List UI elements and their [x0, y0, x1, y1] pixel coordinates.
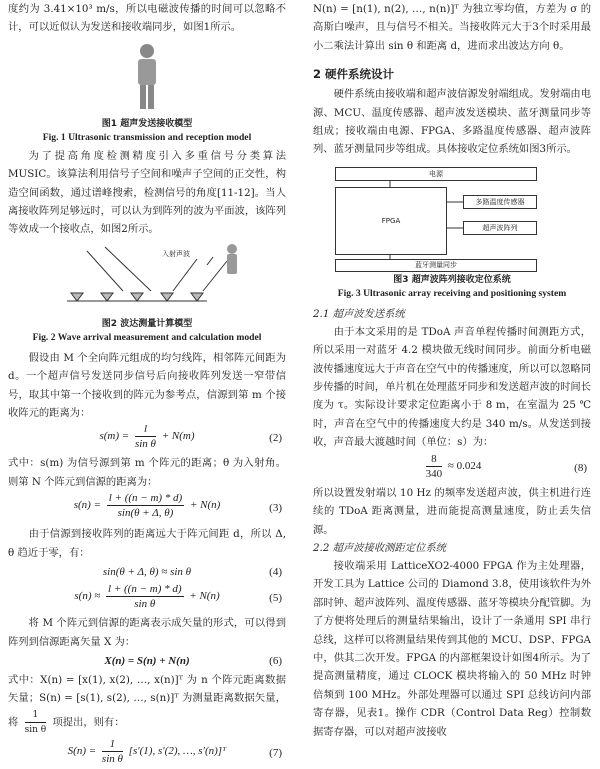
hardware-paragraph: 硬件系统由接收端和超声波信源发射端组成。发射端由电源、MCU、温度传感器、超声波发送模块、蓝牙测量同步等组成；接收端由电源、FPGA、多路温度传感器、超声波阵列、蓝牙测量同步等组成。具体接收定位系统如图3所示。	[313, 88, 592, 156]
vector-definition-paragraph: 式中：X(n) = [x(1), x(2), …, x(n)]ᵀ 为 n 个阵元距离数据矢量；S(n) = [s(1), s(2), …, s(n)]ᵀ 为测量距离数据矢量，将 $\frac{1}{\text{sin θ}}$ 项提出，则有：	[8, 673, 286, 735]
section-2-1-title: 2.1 超声波发送系统	[313, 307, 405, 320]
equation-6: X(n) = S(n) + N(n) (6)	[8, 651, 286, 671]
fig3-caption-en: Fig. 3 Ultrasonic array receiving and positioning system	[337, 287, 567, 299]
eq2-number: (2)	[269, 432, 282, 445]
intro-paragraph: 度约为 3.41×10³ m/s，所以电磁波传播的时间可以忽略不计，可以近似认为发送和接收端同步，如图1所示。	[8, 3, 286, 34]
person-icon	[127, 41, 167, 113]
eq5-number: (5)	[269, 591, 282, 604]
array-paragraph: 假设由 M 个全向阵元组成的均匀线阵，相邻阵元间距为 d。一个超声信号发送同步信号后向接收阵列发送一窄带信号，取其中第一个接收到的阵元为参考点，信源到第 m 个接收阵元的距离为：	[8, 351, 286, 420]
eq4-number: (4)	[269, 566, 282, 579]
left-column	[8, 0, 286, 769]
fig1-caption-en: Fig. 1 Ultrasonic transmission and reception model	[42, 131, 252, 143]
fig1-caption-cn: 图1 超声发送接收模型	[101, 118, 193, 129]
section-2-title: 2 硬件系统设计	[313, 67, 395, 82]
eq2-explanation: 式中：s(m) 为信号源到第 m 个阵元的距离；θ 为入射角。则第 N 个阵元到信源的距离为：	[8, 457, 286, 488]
vector-paragraph: 将 M 个阵元到信源的距离表示成矢量的形式，可以得到阵列到信源距离矢量 X 为：	[8, 617, 286, 648]
equation-3: s(n) = $\frac{l + ((n - m) * d)}{\sin(\theta + \Delta, \theta)}$ + N(n) (3)	[73, 492, 282, 520]
array-block: 超声波阵列	[463, 221, 537, 235]
section-2-2-title: 2.2 超声波接收测距定位系统	[313, 541, 446, 554]
temp-sensor-block: 多路温度传感器	[463, 195, 537, 209]
fpga-block: FPGA	[335, 187, 447, 255]
right-column	[313, 0, 591, 741]
eq7-number: (7)	[269, 746, 282, 759]
music-paragraph: 为了提高角度检测精度引入多重信号分类算法 MUSIC。该算法利用信号子空间和噪声子空间的正交性，构造空间函数，通过谱峰搜索，检测信号的角度[11-12]。当人离接收阵列足够远时，可以认为到阵列的波为平面波，该阵列等效成一个接收点，如图2所示。	[8, 149, 287, 236]
figure-1	[8, 41, 286, 113]
equation-8: $\frac{8}{340}$ ≈ 0.024 (8)	[425, 452, 587, 480]
noise-paragraph: N(n) = [n(1), n(2), …, n(n)]ᵀ 为独立零均值，方差为 σ 的高斯白噪声，且与信号不相关。当接收阵元大于3个时采用最小二乘法计算出 sin θ 和距离 d，进而求出波达方向 θ。	[313, 3, 591, 52]
wave-arrival-diagram	[47, 239, 247, 317]
fig2-caption-en: Fig. 2 Wave arrival measurement and calculation model	[32, 331, 262, 343]
power-block: 电源	[335, 167, 537, 181]
figure-3	[313, 165, 591, 273]
far-field-paragraph: 由于信源到接收阵列的距离远大于阵元间距 d，所以 Δ, θ 趋近于零，有：	[8, 528, 286, 559]
eq3-number: (3)	[269, 502, 282, 515]
figure-2	[8, 239, 286, 317]
incident-wave-label: 入射声波	[162, 249, 190, 258]
fig3-caption-cn: 图3 超声波阵列接收定位系统	[393, 274, 511, 285]
fpga-paragraph: 接收端采用 LatticeXO2-4000 FPGA 作为主处理器，开发工具为 Lattice 公司的 Diamond 3.8，使用该软件为外部时钟、超声波阵列、温度传感器、蓝牙等模块分配管脚。为了方便将处理后的测量结果输出，设计了一条通用 SPI 串行总线，这样可以将测量结果传到其他的 MCU、DSP、FPGA 中，供其二次开发。FPGA 的内部框架设计如图4所示。为了提高测量精度，通过 CLOCK 模块将输入的 50 MHz 时钟倍频到 100 MHz。外部处理器可以通过 SPI 总线访问内部寄存器，见表1。操作 CDR（Control Data Reg）控制数据寄存器，可以对超声波接收	[313, 559, 592, 738]
equation-5: s(n) ≈ $\frac{l + ((n - m) * d)}{\text{sin θ}}$ + N(n) (5)	[74, 583, 282, 611]
tdoa-paragraph: 由于本文采用的是 TDoA 声音单程传播时间测距方式，所以采用一对蓝牙 4.2 模块做无线时间同步。前面分析电磁波传播速度远大于声音在空气中的传播速度，所以可以忽略同步传播的时间，单片机在处理蓝牙同步和发送超声波的时间长度为 τ。实际设计要求定位距离小于 8 m，在室温为 25 ℃时，声音在空气中的传播速度大约是 340 m/s。从发送到接收，声音最大渡越时间（单位：s）为：	[313, 325, 592, 449]
equation-2: s(m) = $\frac{l}{\text{sin θ}}$ + N(m) (2)	[99, 423, 282, 451]
eq8-number: (8)	[574, 461, 587, 474]
equation-7: S(n) = $\frac{1}{\text{sin θ}}$ [s′(1), s′(2), …, s′(n)]ᵀ (7)	[67, 737, 282, 765]
fig2-caption-cn: 图2 波达测量计算模型	[101, 318, 193, 329]
equation-4: sin(θ + Δ, θ) ≈ sin θ (4)	[8, 562, 286, 582]
bt-sync-block: 蓝牙测量同步	[335, 259, 537, 272]
frequency-paragraph: 所以设置发射端以 10 Hz 的频率发送超声波，供主机进行连续的 TDoA 距离测量，进而能提高测量速度，防止丢失信源。	[313, 486, 591, 536]
eq6-number: (6)	[269, 654, 282, 667]
